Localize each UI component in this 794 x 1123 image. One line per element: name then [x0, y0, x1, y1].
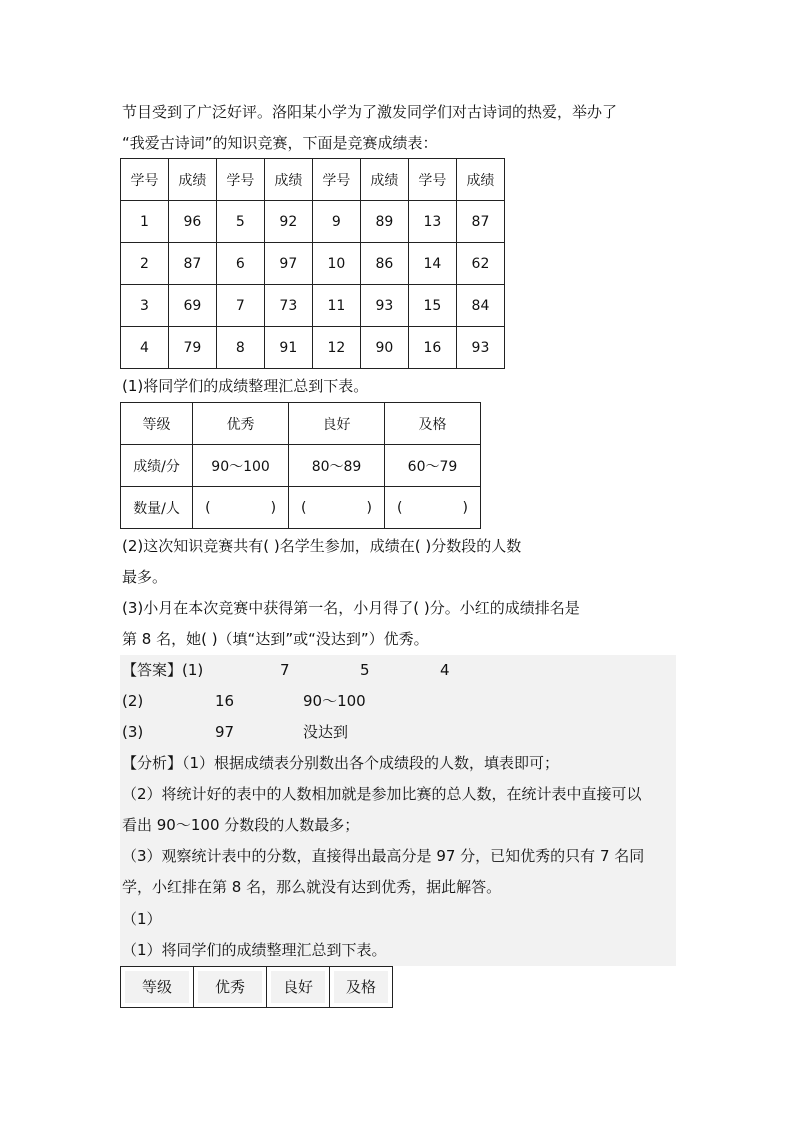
summary-table [120, 402, 481, 529]
table-row [121, 327, 505, 369]
question-2-line-1: (2)这次知识竞赛共有( )名学生参加，成绩在( )分数段的人数 [122, 537, 522, 555]
answer-value: 7 [280, 661, 290, 679]
table-header-cell: 及格 [330, 967, 393, 1008]
analysis-line: （1） [122, 910, 162, 928]
paren-open: ( [397, 499, 403, 516]
paren-open: ( [301, 499, 307, 516]
table-header-cell: 成绩 [360, 159, 408, 201]
table-cell: 2 [121, 243, 169, 285]
table-cell: 数量/人 [121, 487, 193, 529]
table-header-cell: 成绩 [168, 159, 216, 201]
paren-close: ) [462, 499, 468, 516]
analysis-line: （2）将统计好的表中的人数相加就是参加比赛的总人数，在统计表中直接可以 [122, 785, 642, 803]
table-cell: 15 [408, 285, 456, 327]
table-header-cell: 等级 [121, 403, 193, 445]
table-cell: 91 [264, 327, 312, 369]
table-cell: 11 [312, 285, 360, 327]
answer-value: 没达到 [303, 723, 349, 741]
score-table [120, 158, 505, 369]
table-cell: 6 [216, 243, 264, 285]
table-cell: 87 [168, 243, 216, 285]
analysis-line: 看出 90～100 分数段的人数最多； [122, 816, 360, 834]
table-header-cell: 良好 [267, 967, 330, 1008]
analysis-line: 【分析】（1）根据成绩表分别数出各个成绩段的人数，填表即可； [122, 754, 560, 772]
table-cell: 92 [264, 201, 312, 243]
analysis-line: 学，小红排在第 8 名，那么就没有达到优秀，据此解答。 [122, 878, 502, 896]
answer-label: (3) [122, 723, 144, 741]
table-cell: 93 [360, 285, 408, 327]
answer-label: 【答案】(1) [122, 661, 204, 679]
table-header-cell: 良好 [289, 403, 385, 445]
table-cell: 16 [408, 327, 456, 369]
table-cell: 10 [312, 243, 360, 285]
paren-open: ( [205, 499, 211, 516]
answer-blank-cell[interactable] [385, 487, 481, 529]
answer-label: (2) [122, 692, 144, 710]
table-row [121, 159, 505, 201]
table-header-cell: 成绩 [264, 159, 312, 201]
paren-close: ) [270, 499, 277, 516]
table-cell: 79 [168, 327, 216, 369]
table-cell: 9 [312, 201, 360, 243]
table-cell: 3 [121, 285, 169, 327]
table-cell: 14 [408, 243, 456, 285]
answer-value: 4 [440, 661, 450, 679]
table-cell: 80～89 [289, 445, 385, 487]
table-cell: 1 [121, 201, 169, 243]
table-row [121, 201, 505, 243]
answer-value: 97 [215, 723, 235, 741]
table-cell: 73 [264, 285, 312, 327]
summary-table-repeat [120, 966, 393, 1008]
table-cell: 69 [168, 285, 216, 327]
table-header-cell: 及格 [385, 403, 481, 445]
table-cell: 13 [408, 201, 456, 243]
table-header-cell: 学号 [312, 159, 360, 201]
table-row [121, 445, 481, 487]
table-row [121, 967, 393, 1008]
table-cell: 5 [216, 201, 264, 243]
answer-value: 5 [360, 661, 370, 679]
analysis-line: （1）将同学们的成绩整理汇总到下表。 [122, 941, 387, 959]
question-3-line-1: (3)小月在本次竞赛中获得第一名，小月得了( )分。小红的成绩排名是 [122, 599, 580, 617]
answer-blank-cell[interactable] [289, 487, 385, 529]
paren-close: ) [366, 499, 372, 516]
table-cell: 89 [360, 201, 408, 243]
table-cell: 93 [456, 327, 504, 369]
table-cell: 86 [360, 243, 408, 285]
table-row [121, 403, 481, 445]
table-header-cell: 学号 [121, 159, 169, 201]
answer-value: 16 [215, 692, 235, 710]
table-cell: 8 [216, 327, 264, 369]
table-cell: 4 [121, 327, 169, 369]
table-cell: 96 [168, 201, 216, 243]
table-cell: 97 [264, 243, 312, 285]
table-cell: 84 [456, 285, 504, 327]
table-header-cell: 成绩 [456, 159, 504, 201]
table-cell: 60～79 [385, 445, 481, 487]
table-row [121, 243, 505, 285]
table-cell: 90～100 [193, 445, 289, 487]
table-header-cell: 优秀 [194, 967, 267, 1008]
question-3-line-2: 第 8 名，她( )（填“达到”或“没达到”）优秀。 [122, 630, 429, 648]
table-header-cell: 学号 [216, 159, 264, 201]
table-header-cell: 学号 [408, 159, 456, 201]
question-2-line-2: 最多。 [122, 568, 168, 586]
intro-line-1: 节目受到了广泛好评。洛阳某小学为了激发同学们对古诗词的热爱，举办了 [122, 103, 618, 121]
table-row [121, 285, 505, 327]
answer-value: 90～100 [303, 692, 366, 710]
table-cell: 62 [456, 243, 504, 285]
answer-blank-cell[interactable] [193, 487, 289, 529]
intro-line-2: “我爱古诗词”的知识竞赛，下面是竞赛成绩表： [122, 134, 438, 152]
table-cell: 7 [216, 285, 264, 327]
question-1: (1)将同学们的成绩整理汇总到下表。 [122, 377, 369, 395]
table-row [121, 487, 481, 529]
table-header-cell: 等级 [121, 967, 194, 1008]
table-cell: 12 [312, 327, 360, 369]
analysis-line: （3）观察统计表中的分数，直接得出最高分是 97 分，已知优秀的只有 7 名同 [122, 847, 645, 865]
answer-section [120, 655, 676, 966]
table-cell: 90 [360, 327, 408, 369]
table-cell: 成绩/分 [121, 445, 193, 487]
table-header-cell: 优秀 [193, 403, 289, 445]
table-cell: 87 [456, 201, 504, 243]
